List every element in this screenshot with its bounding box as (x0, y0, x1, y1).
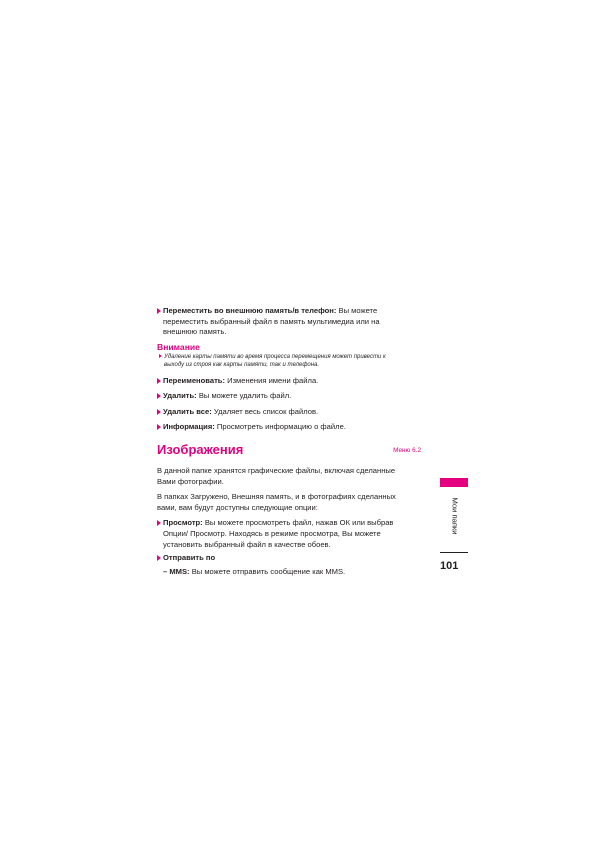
bullet-triangle-icon (157, 424, 161, 430)
bullet-triangle-icon (157, 555, 161, 561)
list-item-view (157, 518, 407, 550)
list-item-delete (157, 391, 407, 402)
item-label: Удалить все: (163, 406, 212, 416)
item-text: Изменения имени файла. (225, 375, 319, 385)
warning-text: Удаление карты памяти во время процесса перемещения может привести к выходу из строя как карты памяти, так и телефона. (164, 353, 386, 369)
item-label: Переименовать: (163, 375, 225, 385)
section-header (157, 441, 421, 461)
warning-title: Внимание (157, 341, 200, 352)
item-label: Просмотр: (163, 518, 203, 528)
sub-item-label: – MMS: (163, 566, 190, 576)
item-label: Отправить по (163, 553, 216, 563)
item-label: Удалить: (163, 391, 197, 401)
side-tab-marker (440, 478, 468, 487)
page-number: 101 (440, 560, 459, 572)
section-paragraph-1: В данной папке хранятся графические файлы, включая сделанные Вами фотографии. (157, 465, 396, 486)
section-paragraph-2: В папках Загружено, Внешняя память, и в фотографиях сделанных вами, вам будут доступны следующие опции: (157, 492, 396, 512)
list-item-info (157, 422, 407, 433)
list-item-delete-all (157, 407, 407, 418)
item-text: Вы можете просмотреть файл, нажав ОК или выбрав Опции/ Просмотр. Находясь в режиме просмотра, Вы можете установить выбранный файл в качестве обоев. (163, 518, 394, 549)
menu-reference: Меню 6.2 (393, 446, 421, 454)
bullet-triangle-icon (157, 409, 161, 415)
side-tab-label: Мои папки (450, 497, 460, 535)
bullet-triangle-icon (157, 393, 161, 399)
page-content (157, 306, 421, 581)
item-text: Удаляет весь список файлов. (211, 406, 319, 416)
list-item-send (157, 553, 407, 564)
warning-text-item (157, 353, 407, 370)
list-item-rename (157, 376, 407, 387)
section-title: Изображения (157, 441, 244, 457)
item-text: Вы можете удалить файл. (196, 391, 292, 401)
bullet-triangle-icon (157, 378, 161, 384)
bullet-triangle-icon (157, 308, 161, 314)
sub-item-mms (157, 567, 407, 578)
item-label: Информация: (163, 422, 215, 432)
item-text: Просмотреть информацию о файле. (214, 422, 346, 432)
sub-item-text: Вы можете отправить сообщение как MMS. (189, 566, 346, 576)
page-number-divider (440, 552, 468, 553)
item-label: Переместить во внешнюю память/в телефон: (163, 306, 337, 315)
list-item-move (157, 306, 407, 338)
bullet-triangle-icon (159, 354, 162, 358)
item-text: Вы можете переместить выбранный файл в память мультимедиа или на внешнюю память. (163, 306, 380, 337)
bullet-triangle-icon (157, 520, 161, 526)
